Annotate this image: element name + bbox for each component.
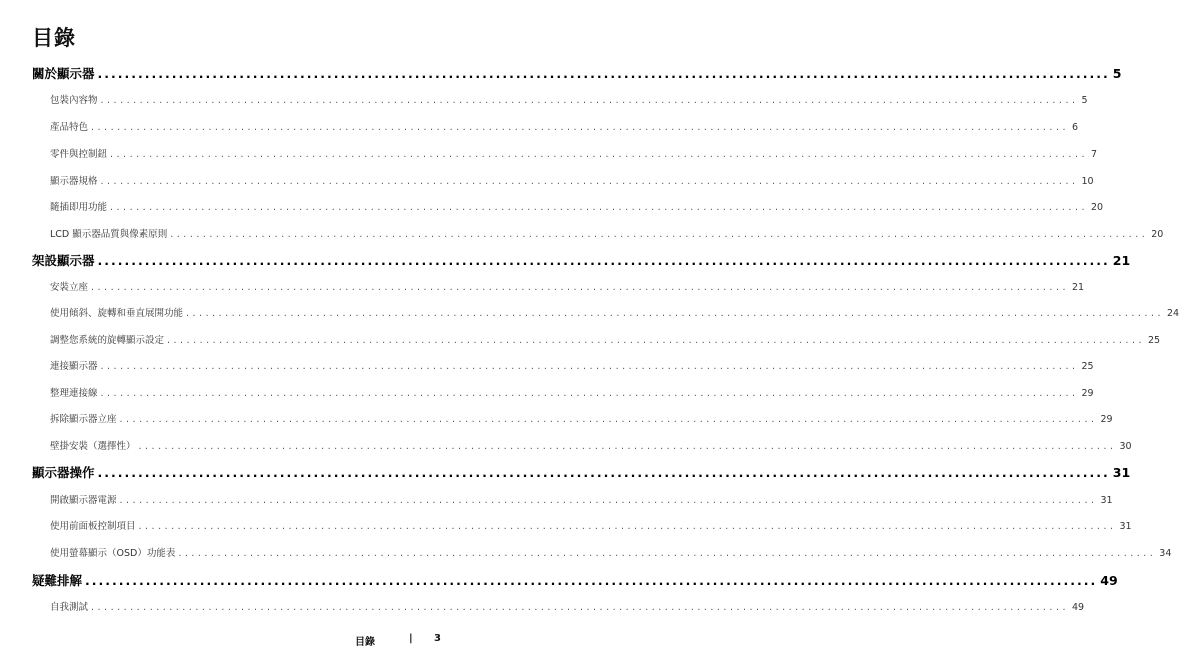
- toc-page-number: 29: [1100, 414, 1113, 425]
- toc-page-number: 20: [1151, 229, 1164, 240]
- toc-entry-label: 使用前面板控制項目: [50, 521, 136, 532]
- toc-section-link[interactable]: [50, 280, 1085, 296]
- toc-entry-label: 使用傾斜、旋轉和垂直展開功能: [50, 308, 184, 319]
- toc-chapter-link[interactable]: [32, 571, 1118, 591]
- toc-entry-label: 拆除顯示器立座: [50, 414, 117, 425]
- toc-entry-label: 壁掛安裝（選擇性）: [50, 441, 136, 452]
- toc-page-number: 21: [1112, 253, 1131, 268]
- toc-page-number: 34: [1159, 548, 1172, 559]
- toc-dot-leader: ......................................................................................................................................................: [119, 414, 1098, 425]
- toc-section-link[interactable]: [50, 147, 1098, 163]
- toc-section-link[interactable]: [50, 174, 1094, 190]
- toc-page-number: 31: [1100, 495, 1113, 506]
- toc-entry-label: 疑難排解: [32, 573, 83, 588]
- toc-entry-label: 自我測試: [50, 602, 89, 613]
- toc-page-number: 21: [1071, 282, 1085, 293]
- toc-dot-leader: ......................................................................................................................................................: [167, 335, 1145, 346]
- toc-page-number: 5: [1081, 95, 1088, 106]
- toc-entry-label: 安裝立座: [50, 282, 89, 293]
- toc-section-link[interactable]: [50, 519, 1132, 535]
- toc-dot-leader: ......................................................................................................................................................: [97, 465, 1110, 480]
- toc-entry-label: 關於顯示器: [32, 66, 95, 81]
- toc-dot-leader: ......................................................................................................................................................: [100, 95, 1079, 106]
- toc-section-link[interactable]: [50, 412, 1113, 428]
- toc-entry-label: 顯示器規格: [50, 176, 98, 187]
- toc-page-number: 5: [1112, 66, 1122, 81]
- toc-section-link[interactable]: [50, 386, 1094, 402]
- toc-page-number: 6: [1071, 122, 1079, 133]
- toc-section-link[interactable]: [50, 306, 1179, 322]
- toc-page-number: 7: [1090, 149, 1098, 160]
- toc-section-link[interactable]: [50, 493, 1113, 509]
- footer-label: 目錄: [355, 637, 375, 648]
- toc-section-link[interactable]: [50, 93, 1088, 109]
- toc-chapter-link[interactable]: [32, 463, 1131, 483]
- toc-entry-label: 顯示器操作: [32, 465, 95, 480]
- toc-dot-leader: ......................................................................................................................................................: [138, 441, 1117, 452]
- toc-page-number: 30: [1119, 441, 1132, 452]
- toc-section-link[interactable]: [50, 333, 1161, 349]
- toc-page-number: 10: [1081, 176, 1094, 187]
- toc-entry-label: 架設顯示器: [32, 253, 95, 268]
- toc-section-link[interactable]: [50, 200, 1104, 216]
- toc-dot-leader: ......................................................................................................................................................: [85, 573, 1098, 588]
- toc-page-number: 31: [1119, 521, 1132, 532]
- toc-dot-leader: ......................................................................................................................................................: [178, 548, 1157, 559]
- toc-section-link[interactable]: [50, 120, 1079, 136]
- toc-entry-label: 連接顯示器: [50, 361, 98, 372]
- toc-entry-label: 零件與控制鈕: [50, 149, 108, 160]
- toc-section-link[interactable]: [50, 359, 1094, 375]
- toc-entry-label: 開啟顯示器電源: [50, 495, 117, 506]
- toc-dot-leader: ......................................................................................................................................................: [100, 388, 1079, 399]
- toc-dot-leader: ......................................................................................................................................................: [170, 229, 1149, 240]
- page-footer: [0, 633, 467, 649]
- toc-page-number: 25: [1147, 335, 1161, 346]
- toc-dot-leader: ......................................................................................................................................................: [100, 361, 1079, 372]
- toc-section-link[interactable]: [50, 600, 1085, 616]
- toc-page-number: 49: [1100, 573, 1118, 588]
- toc-dot-leader: ......................................................................................................................................................: [186, 308, 1164, 319]
- toc-page-number: 20: [1090, 202, 1104, 213]
- toc-dot-leader: ......................................................................................................................................................: [138, 521, 1117, 532]
- footer-page-number: 3: [434, 633, 441, 644]
- toc-page-number: 29: [1081, 388, 1094, 399]
- toc-dot-leader: ......................................................................................................................................................: [110, 149, 1088, 160]
- toc-entry-label: LCD 顯示器品質與像素原則: [50, 229, 168, 240]
- toc-entry-label: 隨插即用功能: [50, 202, 108, 213]
- toc-chapter-link[interactable]: [32, 64, 1122, 84]
- toc-section-link[interactable]: [50, 227, 1164, 243]
- toc-section-link[interactable]: [50, 546, 1172, 562]
- toc-entry-label: 使用螢幕顯示（OSD）功能表: [50, 548, 176, 559]
- toc-entry-label: 包裝內容物: [50, 95, 98, 106]
- toc-page-number: 25: [1081, 361, 1094, 372]
- toc-dot-leader: ......................................................................................................................................................: [91, 602, 1069, 613]
- toc-entry-label: 調整您系統的旋轉顯示設定: [50, 335, 165, 346]
- toc-dot-leader: ......................................................................................................................................................: [97, 66, 1110, 81]
- toc-dot-leader: ......................................................................................................................................................: [110, 202, 1088, 213]
- toc-section-link[interactable]: [50, 439, 1132, 455]
- toc-page-number: 24: [1166, 308, 1179, 319]
- footer-separator: |: [409, 633, 413, 644]
- toc-dot-leader: ......................................................................................................................................................: [100, 176, 1079, 187]
- page-title: 目錄: [32, 26, 76, 50]
- toc-dot-leader: ......................................................................................................................................................: [91, 122, 1069, 133]
- toc-entry-label: 整理連接線: [50, 388, 98, 399]
- toc-dot-leader: ......................................................................................................................................................: [119, 495, 1098, 506]
- toc-dot-leader: ......................................................................................................................................................: [97, 253, 1110, 268]
- toc-dot-leader: ......................................................................................................................................................: [91, 282, 1069, 293]
- toc-page-number: 49: [1071, 602, 1085, 613]
- toc-page-number: 31: [1112, 465, 1131, 480]
- toc-entry-label: 產品特色: [50, 122, 89, 133]
- toc-chapter-link[interactable]: [32, 251, 1131, 271]
